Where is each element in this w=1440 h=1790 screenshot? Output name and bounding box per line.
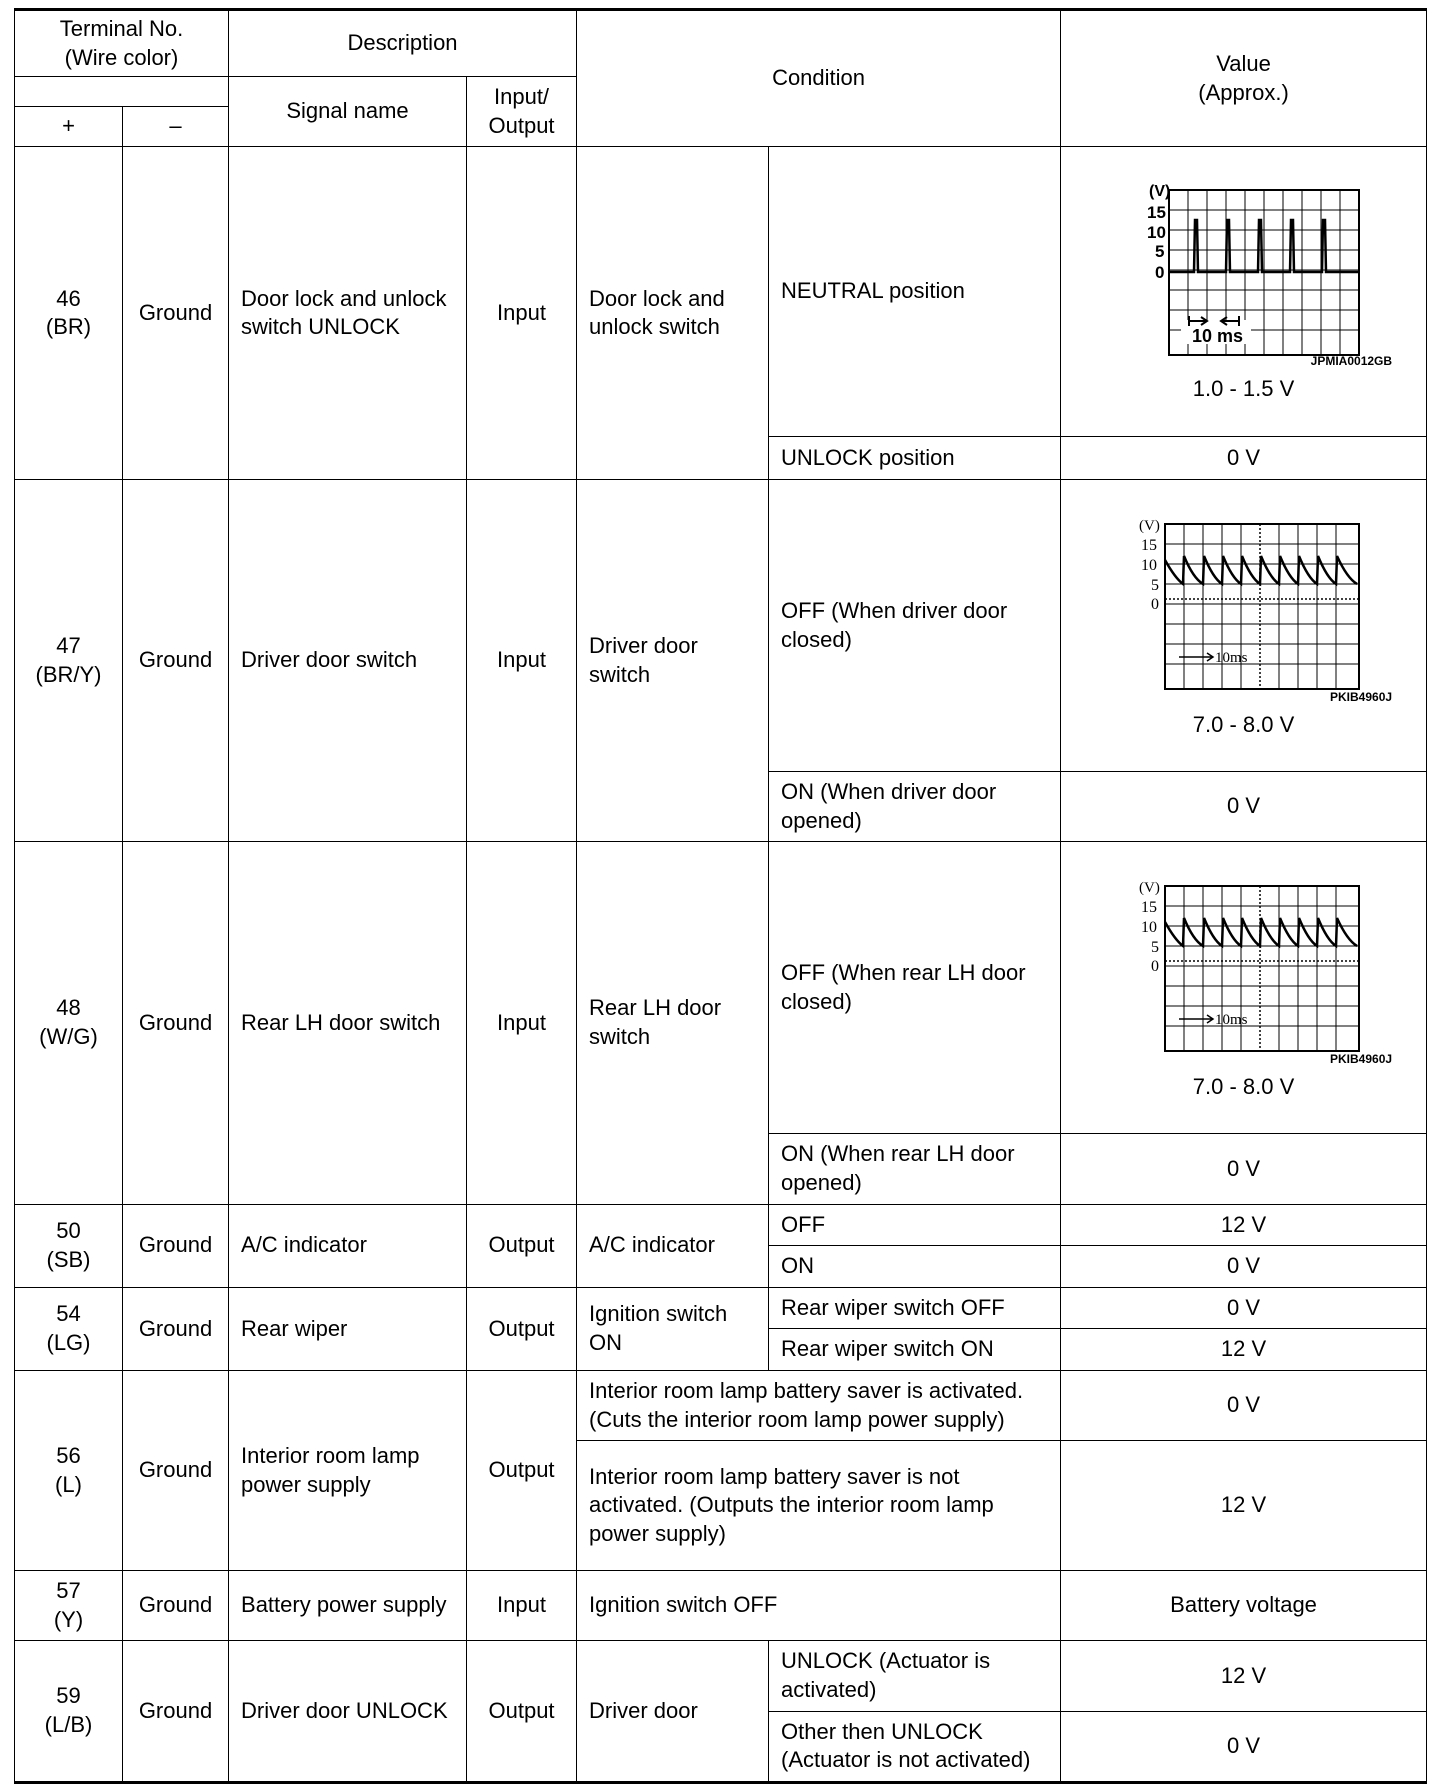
terminal-number: 57 [56, 1578, 81, 1604]
waveform-code: PKIB4960J [1330, 689, 1393, 704]
signal-name-cell: Rear LH door switch [229, 842, 467, 1204]
header-terminal [15, 10, 229, 77]
header-io-label-1: Input/ [494, 84, 550, 110]
signal-name-cell: Rear wiper [229, 1287, 467, 1370]
condition-main-cell: Ignition switch ON [577, 1287, 769, 1370]
wire-color: (BR/Y) [35, 661, 102, 687]
value-cell: 0 V [1061, 1711, 1427, 1782]
condition-cell: Rear wiper switch ON [769, 1329, 1061, 1371]
terminal-number: 56 [56, 1442, 81, 1468]
wave-tick: 5 [1154, 241, 1165, 261]
terminal-cell [15, 842, 123, 1204]
terminal-cell [15, 480, 123, 842]
wave-tick: 5 [1150, 938, 1159, 956]
wave-tick: 15 [1140, 536, 1157, 554]
minus-cell: Ground [123, 1370, 229, 1570]
signal-name-cell: Battery power supply [229, 1571, 467, 1641]
condition-cell: Rear wiper switch OFF [769, 1287, 1061, 1329]
condition-cell: ON [769, 1246, 1061, 1288]
table-row [15, 1287, 1427, 1329]
value-cell: 12 V [1061, 1204, 1427, 1246]
minus-cell: Ground [123, 147, 229, 480]
table-row [15, 842, 1427, 1134]
header-wire-color-label: (Wire color) [64, 44, 179, 70]
table-row [15, 1370, 1427, 1440]
wave-tick: 10 [1146, 222, 1166, 242]
value-cell: 0 V [1061, 1246, 1427, 1288]
terminal-table [14, 8, 1427, 1784]
minus-cell: Ground [123, 1204, 229, 1287]
terminal-cell [15, 147, 123, 480]
terminal-cell [15, 1287, 123, 1370]
condition-cell: OFF [769, 1204, 1061, 1246]
io-cell: Input [467, 842, 577, 1204]
condition-cell: Interior room lamp battery saver is activated. (Cuts the interior room lamp power supply) [577, 1370, 1061, 1440]
wire-color: (BR) [45, 314, 92, 340]
value-cell: 0 V [1061, 1287, 1427, 1329]
condition-cell: Interior room lamp battery saver is not activated. (Outputs the interior room lamp power supply) [577, 1441, 1061, 1571]
terminal-number: 47 [56, 633, 81, 659]
decay-waveform-chart [1119, 512, 1369, 692]
wire-color: (W/G) [39, 1023, 98, 1049]
condition-cell: OFF (When rear LH door closed) [769, 842, 1061, 1134]
wave-unit: (V) [1138, 879, 1160, 896]
header-terminal-label: Terminal No. [59, 16, 184, 41]
terminal-cell [15, 1204, 123, 1287]
condition-cell: UNLOCK (Actuator is activated) [769, 1641, 1061, 1711]
value-cell: Battery voltage [1061, 1571, 1427, 1641]
wave-time: 10 ms [1191, 325, 1243, 346]
condition-main-cell: Driver door [577, 1641, 769, 1782]
io-cell: Input [467, 147, 577, 480]
header-description: Description [229, 10, 577, 77]
io-cell: Output [467, 1370, 577, 1570]
wire-color: (L) [55, 1471, 82, 1497]
condition-main-cell: Rear LH door switch [577, 842, 769, 1204]
condition-cell: OFF (When driver door closed) [769, 480, 1061, 772]
terminal-number: 46 [56, 285, 81, 311]
table-row [15, 1204, 1427, 1246]
pulse-waveform-chart [1119, 180, 1369, 356]
header-value [1061, 10, 1427, 147]
header-plus: + [15, 107, 123, 147]
header-input-output [467, 77, 577, 147]
header-minus: – [123, 107, 229, 147]
condition-cell: Other then UNLOCK (Actuator is not activated) [769, 1711, 1061, 1782]
terminal-number: 50 [56, 1218, 81, 1244]
terminal-cell [15, 1571, 123, 1641]
wave-tick: 10 [1140, 556, 1157, 574]
wave-unit: (V) [1148, 182, 1170, 200]
io-cell: Output [467, 1204, 577, 1287]
signal-name-cell: A/C indicator [229, 1204, 467, 1287]
minus-cell: Ground [123, 842, 229, 1204]
condition-cell: Ignition switch OFF [577, 1571, 1061, 1641]
header-condition: Condition [577, 10, 1061, 147]
minus-cell: Ground [123, 1571, 229, 1641]
signal-name-cell: Interior room lamp power supply [229, 1370, 467, 1570]
value-cell [1061, 147, 1427, 437]
value-cell: 0 V [1061, 437, 1427, 480]
table-row [15, 147, 1427, 437]
header-approx-label: (Approx.) [1198, 79, 1289, 105]
value-cell [1061, 480, 1427, 772]
value-cell: 12 V [1061, 1329, 1427, 1371]
header-value-label: Value [1216, 51, 1271, 76]
header-io-label-2: Output [488, 112, 555, 138]
value-cell: 12 V [1061, 1641, 1427, 1711]
minus-cell: Ground [123, 1641, 229, 1782]
io-cell: Output [467, 1641, 577, 1782]
wave-time: 10ms [1214, 649, 1248, 666]
wave-tick: 5 [1150, 576, 1159, 594]
value-text: 7.0 - 8.0 V [1192, 712, 1295, 738]
wire-color: (L/B) [44, 1712, 93, 1737]
condition-main-cell: Door lock and unlock switch [577, 147, 769, 480]
wave-tick: 10 [1140, 918, 1157, 936]
value-text: 1.0 - 1.5 V [1192, 376, 1295, 402]
minus-cell: Ground [123, 1287, 229, 1370]
terminal-cell [15, 1370, 123, 1570]
table-row [15, 1641, 1427, 1711]
terminal-number: 54 [56, 1301, 81, 1327]
terminal-table-wrapper [14, 8, 1426, 1784]
value-cell: 12 V [1061, 1441, 1427, 1571]
wave-tick: 15 [1140, 898, 1157, 916]
condition-main-cell: Driver door switch [577, 480, 769, 842]
terminal-cell [15, 1641, 123, 1782]
value-cell: 0 V [1061, 772, 1427, 842]
wire-color: (Y) [53, 1606, 84, 1632]
signal-name-cell: Driver door switch [229, 480, 467, 842]
decay-waveform-chart [1119, 874, 1369, 1054]
signal-name-cell: Door lock and unlock switch UNLOCK [229, 147, 467, 480]
header-terminal-spacer [15, 77, 229, 107]
table-row [15, 1571, 1427, 1641]
condition-cell: ON (When rear LH door opened) [769, 1134, 1061, 1204]
table-row [15, 480, 1427, 772]
value-cell [1061, 842, 1427, 1134]
condition-cell: ON (When driver door opened) [769, 772, 1061, 842]
wave-tick: 15 [1146, 202, 1166, 222]
minus-cell: Ground [123, 480, 229, 842]
io-cell: Input [467, 480, 577, 842]
waveform-code: PKIB4960J [1330, 1051, 1393, 1066]
wire-color: (LG) [46, 1329, 91, 1355]
wave-tick: 0 [1150, 595, 1159, 613]
waveform-code: JPMIA0012GB [1310, 353, 1393, 368]
terminal-number: 48 [56, 995, 81, 1021]
io-cell: Output [467, 1287, 577, 1370]
value-cell: 0 V [1061, 1134, 1427, 1204]
condition-cell: NEUTRAL position [769, 147, 1061, 437]
header-signal-name: Signal name [229, 77, 467, 147]
wave-unit: (V) [1138, 517, 1160, 534]
wave-tick: 0 [1154, 262, 1165, 282]
signal-name-cell: Driver door UNLOCK [229, 1641, 467, 1782]
wave-tick: 0 [1150, 957, 1159, 975]
wire-color: (SB) [46, 1246, 91, 1272]
io-cell: Input [467, 1571, 577, 1641]
terminal-number: 59 [56, 1683, 81, 1709]
value-text: 7.0 - 8.0 V [1192, 1074, 1295, 1100]
wave-time: 10ms [1214, 1011, 1248, 1028]
condition-cell: UNLOCK position [769, 437, 1061, 480]
value-cell: 0 V [1061, 1370, 1427, 1440]
condition-main-cell: A/C indicator [577, 1204, 769, 1287]
